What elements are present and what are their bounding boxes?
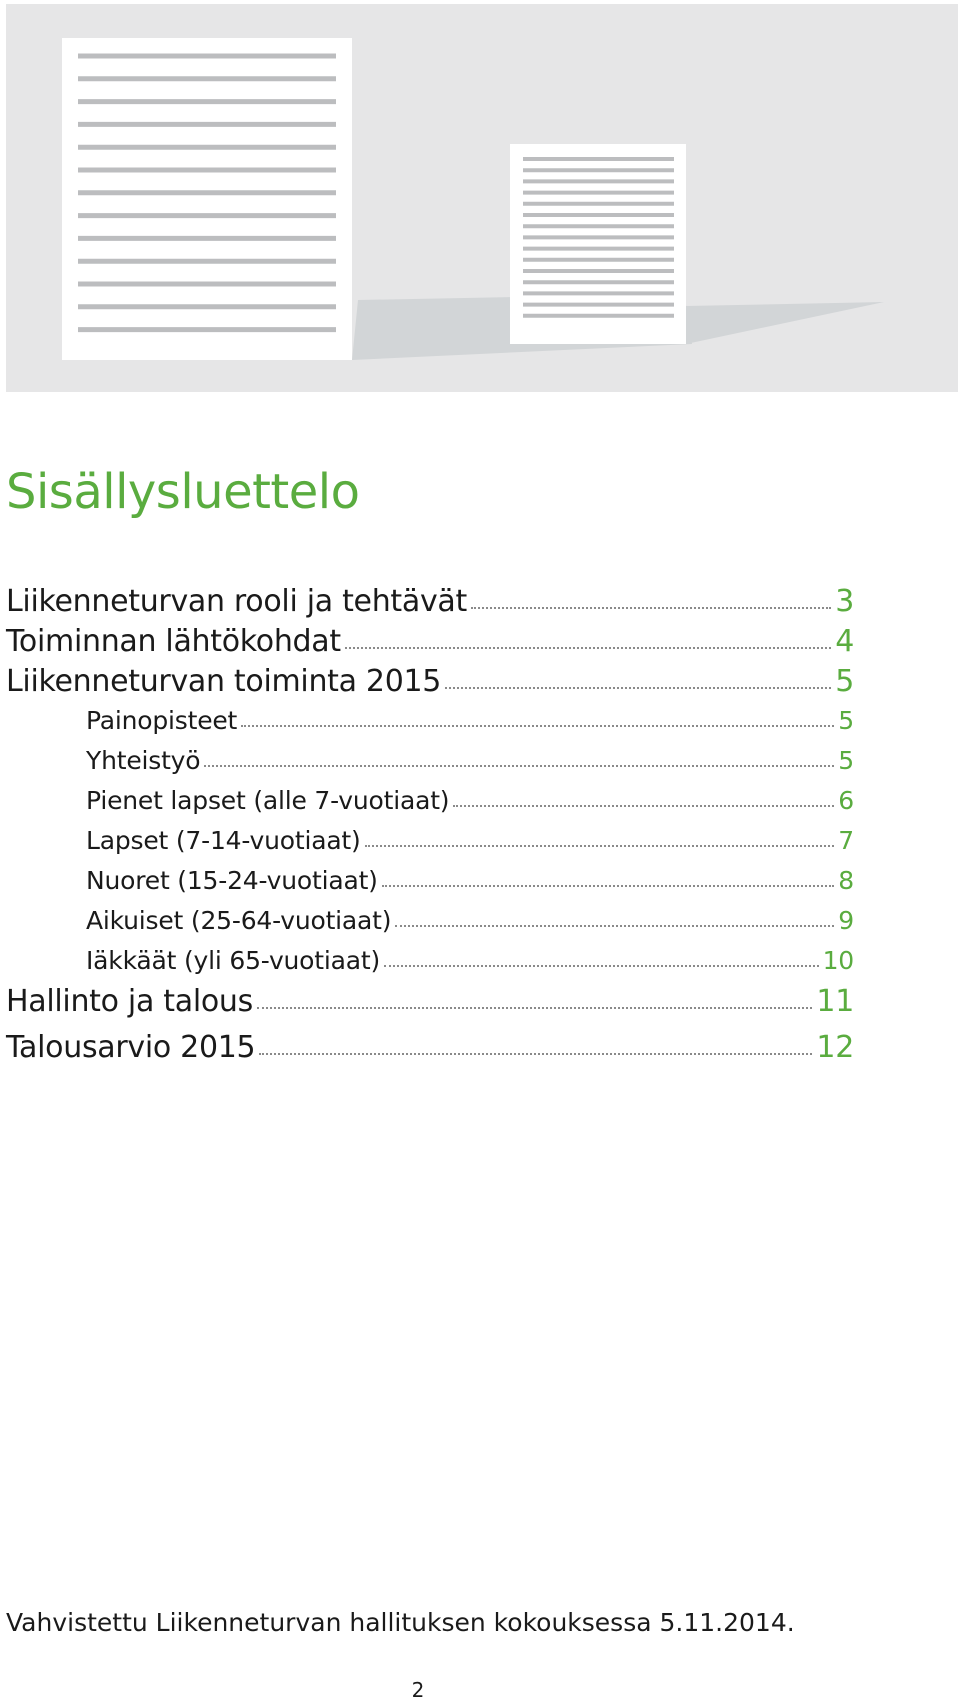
toc-entry[interactable] — [6, 584, 854, 628]
toc-entry-page: 8 — [838, 866, 854, 895]
page-title: Sisällysluettelo — [6, 464, 360, 520]
toc-entry-label: Pienet lapset (alle 7-vuotiaat) — [86, 786, 450, 815]
document-large-icon — [62, 38, 352, 360]
approval-note: Vahvistettu Liikenneturvan hallituksen kokouksessa 5.11.2014. — [6, 1608, 795, 1637]
toc-entry-label: Yhteistyö — [86, 746, 201, 775]
toc-entry[interactable] — [6, 1030, 854, 1074]
toc-entry-label: Iäkkäät (yli 65-vuotiaat) — [86, 946, 381, 975]
toc-entry-page: 5 — [838, 746, 854, 775]
toc-entry[interactable] — [6, 624, 854, 668]
toc-entry-page: 9 — [838, 906, 854, 935]
dot-leader — [204, 765, 834, 767]
dot-leader — [453, 805, 834, 807]
toc-entry-label: Liikenneturvan toiminta 2015 — [6, 664, 442, 699]
toc-entry-label: Aikuiset (25-64-vuotiaat) — [86, 906, 392, 935]
header-illustration — [6, 4, 958, 392]
toc-subentry[interactable] — [6, 706, 854, 750]
dot-leader — [241, 725, 834, 727]
dot-leader — [395, 925, 834, 927]
toc-subentry[interactable] — [6, 746, 854, 790]
page-number: 2 — [411, 1678, 425, 1702]
toc-subentry[interactable] — [6, 786, 854, 830]
toc-entry-label: Liikenneturvan rooli ja tehtävät — [6, 584, 467, 619]
toc-entry-page: 5 — [838, 706, 854, 735]
toc-entry-page: 6 — [838, 786, 854, 815]
toc-entry-label: Toiminnan lähtökohdat — [6, 624, 341, 659]
toc-entry-label: Hallinto ja talous — [6, 984, 253, 1019]
dot-leader — [382, 885, 835, 887]
toc-entry-page: 12 — [816, 1030, 854, 1065]
toc-entry-page: 7 — [838, 826, 854, 855]
toc-entry-label: Talousarvio 2015 — [6, 1030, 256, 1065]
toc-entry-label: Painopisteet — [86, 706, 238, 735]
toc-subentry[interactable] — [6, 826, 854, 870]
toc-entry-label: Nuoret (15-24-vuotiaat) — [86, 866, 378, 895]
dot-leader — [365, 845, 835, 847]
dot-leader — [345, 647, 831, 649]
toc-entry[interactable] — [6, 664, 854, 708]
toc-entry-page: 3 — [835, 584, 854, 619]
toc-entry-label: Lapset (7-14-vuotiaat) — [86, 826, 361, 855]
toc-entry-page: 10 — [822, 946, 854, 975]
document-small-icon — [510, 144, 686, 344]
dot-leader — [445, 687, 831, 689]
toc-entry[interactable] — [6, 984, 854, 1028]
toc-subentry[interactable] — [6, 906, 854, 950]
dot-leader — [257, 1007, 812, 1009]
toc-subentry[interactable] — [6, 866, 854, 910]
dot-leader — [259, 1053, 812, 1055]
dot-leader — [384, 965, 819, 967]
toc-entry-page: 11 — [816, 984, 854, 1019]
dot-leader — [471, 607, 831, 609]
toc-entry-page: 5 — [835, 664, 854, 699]
toc-entry-page: 4 — [835, 624, 854, 659]
